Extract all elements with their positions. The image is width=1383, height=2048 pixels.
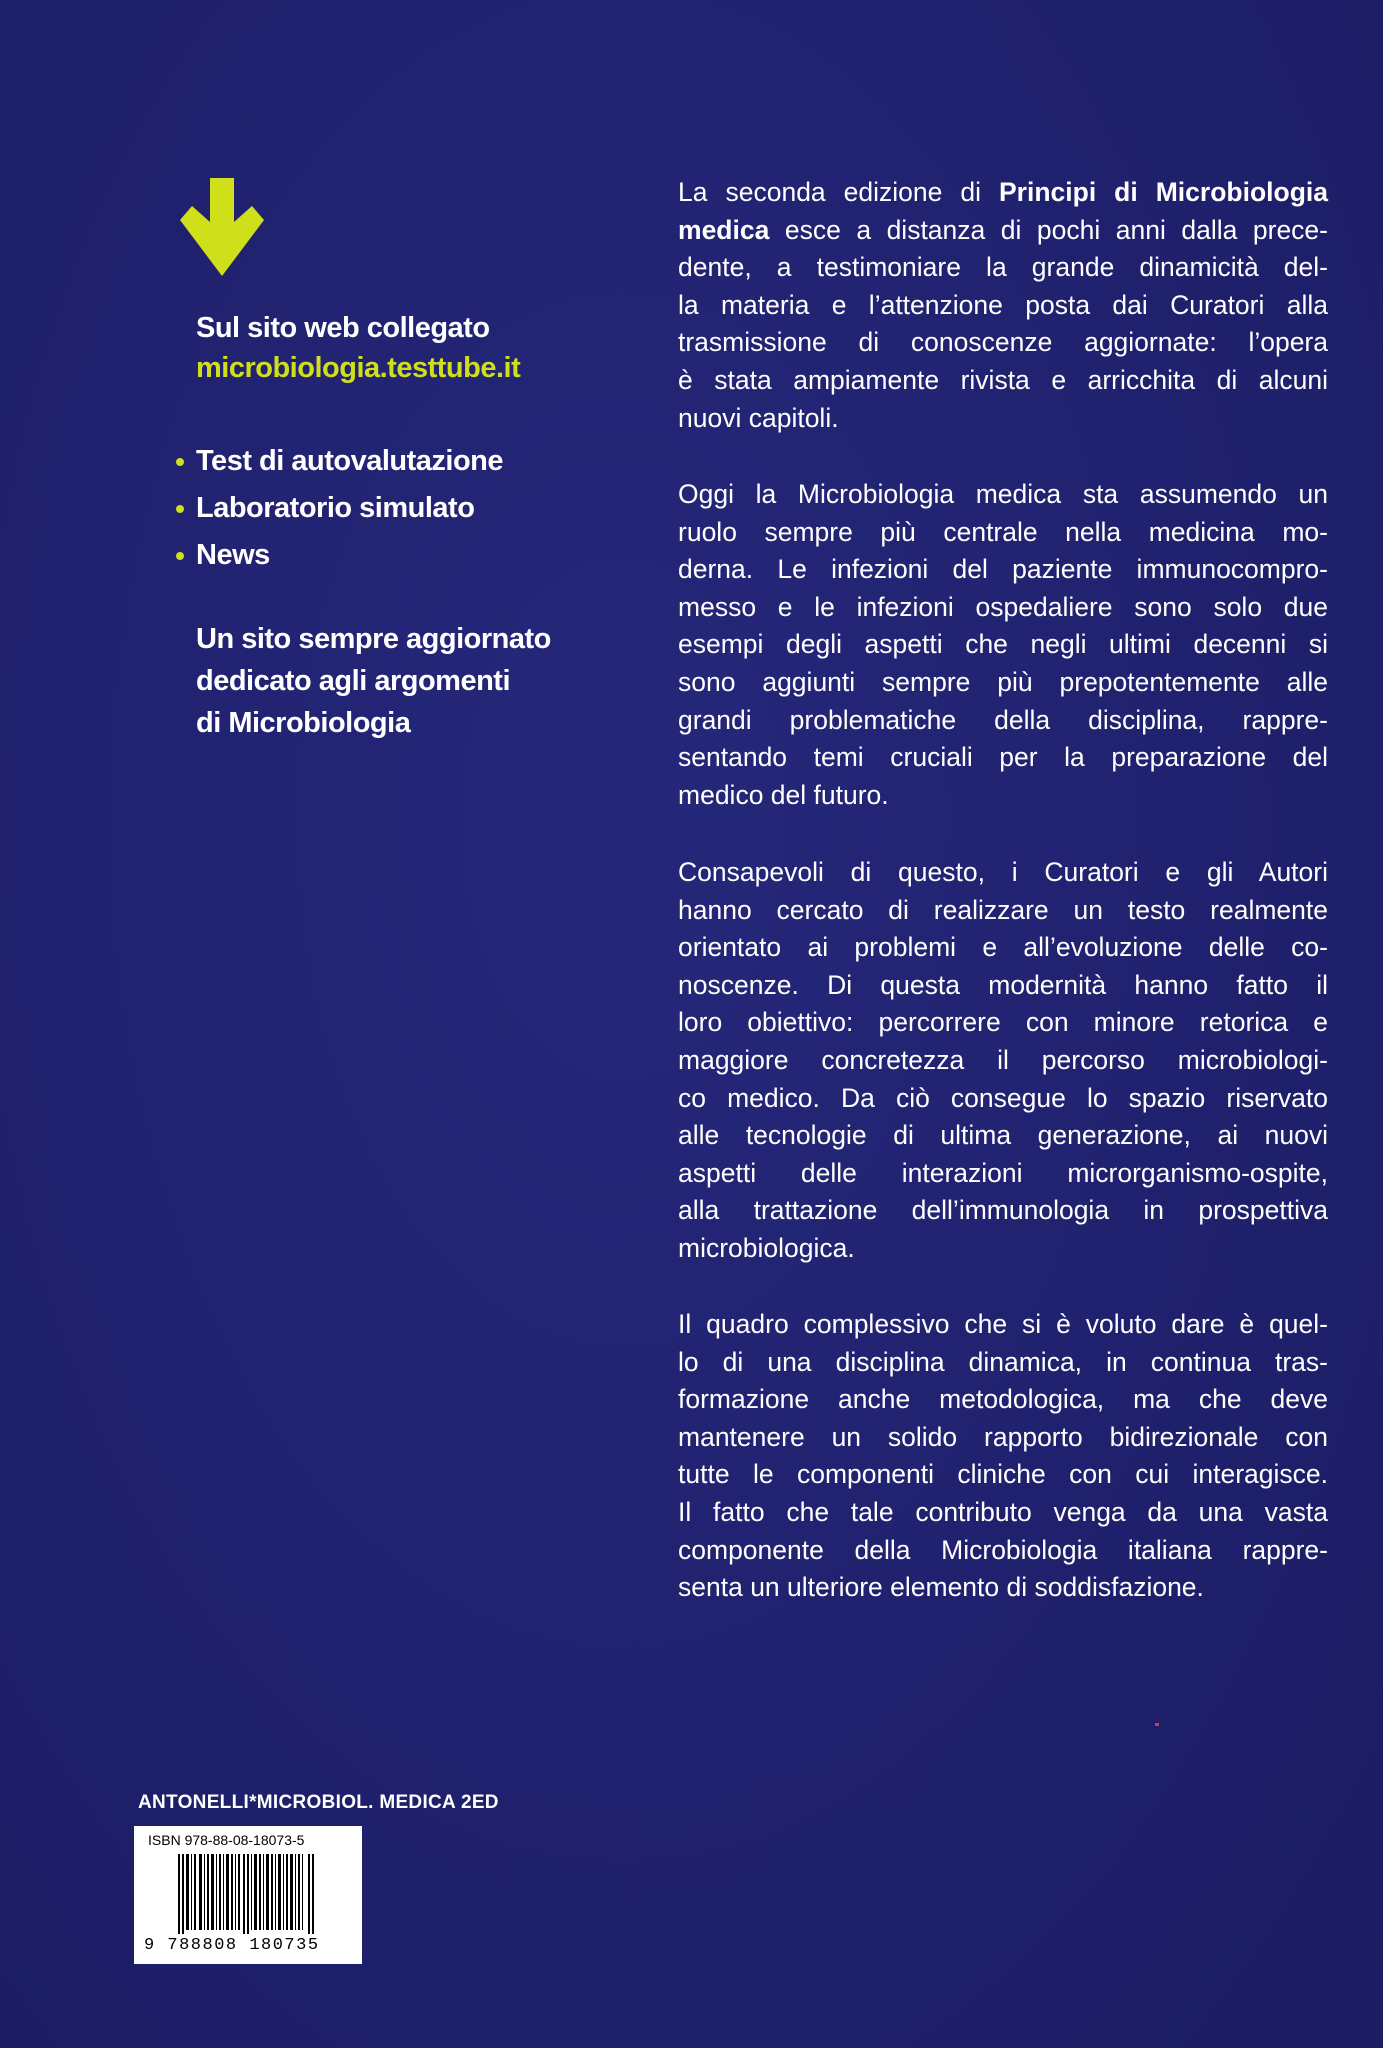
paragraph-line: loro obiettivo: percorrere con minore retorica e bbox=[678, 1007, 1328, 1038]
paragraph-line: Il quadro complessivo che si è voluto dare è quel- bbox=[678, 1309, 1328, 1339]
paragraph-line: mantenere un solido rapporto bidirezionale con bbox=[678, 1421, 1328, 1452]
paragraph-line: messo e le infezioni ospedaliere sono solo due bbox=[678, 591, 1328, 622]
paragraph-line: sono aggiunti sempre più prepotentemente alle bbox=[678, 666, 1328, 697]
website-heading: Sul sito web collegato bbox=[196, 312, 490, 344]
paragraph-line: formazione anche metodologica, ma che deve bbox=[678, 1384, 1328, 1415]
paragraph-line: esempi degli aspetti che negli ultimi decenni si bbox=[678, 629, 1328, 660]
tagline-line: Un sito sempre aggiornato bbox=[196, 623, 551, 655]
website-tagline bbox=[196, 618, 636, 744]
paragraph-line: componente della Microbiologia italiana rappre- bbox=[678, 1534, 1328, 1565]
barcode-label bbox=[134, 1826, 362, 1964]
paragraph-line: alla trattazione dell’immunologia in prospettiva bbox=[678, 1195, 1328, 1226]
description-paragraph-2 bbox=[678, 476, 1328, 814]
website-features-list bbox=[176, 438, 626, 579]
paragraph-line: co medico. Da ciò consegue lo spazio riservato bbox=[678, 1082, 1328, 1113]
paragraph-line: la materia e l’attenzione posta dai Curatori alla bbox=[678, 289, 1328, 320]
paragraph-line: medico del futuro. bbox=[678, 779, 889, 810]
paragraph-line: hanno cercato di realizzare un testo realmente bbox=[678, 894, 1328, 925]
paragraph-line: sentando temi cruciali per la preparazione del bbox=[678, 742, 1328, 773]
paragraph-line: grandi problematiche della disciplina, rappre- bbox=[678, 704, 1328, 735]
barcode-digits: 9 788808 180735 bbox=[144, 1936, 320, 1955]
list-item bbox=[176, 532, 626, 579]
description-paragraph-1 bbox=[678, 174, 1328, 437]
tagline-line: di Microbiologia bbox=[196, 707, 411, 739]
paragraph-line: senta un ulteriore elemento di soddisfazione. bbox=[678, 1572, 1204, 1603]
paragraph-line: lo di una disciplina dinamica, in continua tras- bbox=[678, 1346, 1328, 1377]
paragraph-line: ruolo sempre più centrale nella medicina mo- bbox=[678, 516, 1328, 547]
paragraph-line: derna. Le infezioni del paziente immunocompro- bbox=[678, 554, 1328, 585]
feature-label: Test di autovalutazione bbox=[196, 445, 504, 477]
description-paragraph-3 bbox=[678, 854, 1328, 1268]
bullet-icon bbox=[176, 552, 184, 560]
website-url-link[interactable]: microbiologia.testtube.it bbox=[196, 352, 521, 384]
list-item bbox=[176, 485, 626, 532]
paragraph-line: nuovi capitoli. bbox=[678, 402, 839, 433]
paragraph-line: La seconda edizione di Principi di Microbiologia bbox=[678, 177, 1328, 207]
paragraph-line: Oggi la Microbiologia medica sta assumendo un bbox=[678, 479, 1328, 509]
description-paragraph-4 bbox=[678, 1306, 1328, 1607]
feature-label: Laboratorio simulato bbox=[196, 492, 475, 524]
barcode bbox=[178, 1854, 318, 1934]
paragraph-line: maggiore concretezza il percorso microbiologi- bbox=[678, 1044, 1328, 1075]
paragraph-line: aspetti delle interazioni microrganismo-ospite, bbox=[678, 1157, 1328, 1188]
arrow-down-icon bbox=[180, 178, 264, 276]
tagline-line: dedicato agli argomenti bbox=[196, 665, 510, 697]
book-title-part: Principi di Microbiologia bbox=[999, 177, 1328, 207]
isbn-number: ISBN 978-88-08-18073-5 bbox=[148, 1832, 305, 1848]
print-mark bbox=[1155, 1723, 1159, 1726]
paragraph-line: noscenze. Di questa modernità hanno fatto il bbox=[678, 969, 1328, 1000]
bullet-icon bbox=[176, 505, 184, 513]
product-code: ANTONELLI*MICROBIOL. MEDICA 2ED bbox=[138, 1792, 499, 1813]
paragraph-line: microbiologica. bbox=[678, 1232, 855, 1263]
paragraph-line: Il fatto che tale contributo venga da una vasta bbox=[678, 1496, 1328, 1527]
list-item bbox=[176, 438, 626, 485]
feature-label: News bbox=[196, 539, 270, 571]
paragraph-line: trasmissione di conoscenze aggiornate: l’opera bbox=[678, 327, 1328, 358]
paragraph-line: è stata ampiamente rivista e arricchita di alcuni bbox=[678, 364, 1328, 395]
paragraph-line: orientato ai problemi e all’evoluzione delle co- bbox=[678, 932, 1328, 963]
paragraph-line: alle tecnologie di ultima generazione, ai nuovi bbox=[678, 1120, 1328, 1151]
book-title-part: medica bbox=[678, 214, 770, 245]
paragraph-line: dente, a testimoniare la grande dinamicità del- bbox=[678, 252, 1328, 283]
paragraph-line: medica esce a distanza di pochi anni dalla prece- bbox=[678, 214, 1328, 245]
paragraph-line: tutte le componenti cliniche con cui interagisce. bbox=[678, 1459, 1328, 1490]
paragraph-line: Consapevoli di questo, i Curatori e gli Autori bbox=[678, 857, 1328, 887]
website-promo bbox=[196, 308, 626, 388]
bullet-icon bbox=[176, 458, 184, 466]
